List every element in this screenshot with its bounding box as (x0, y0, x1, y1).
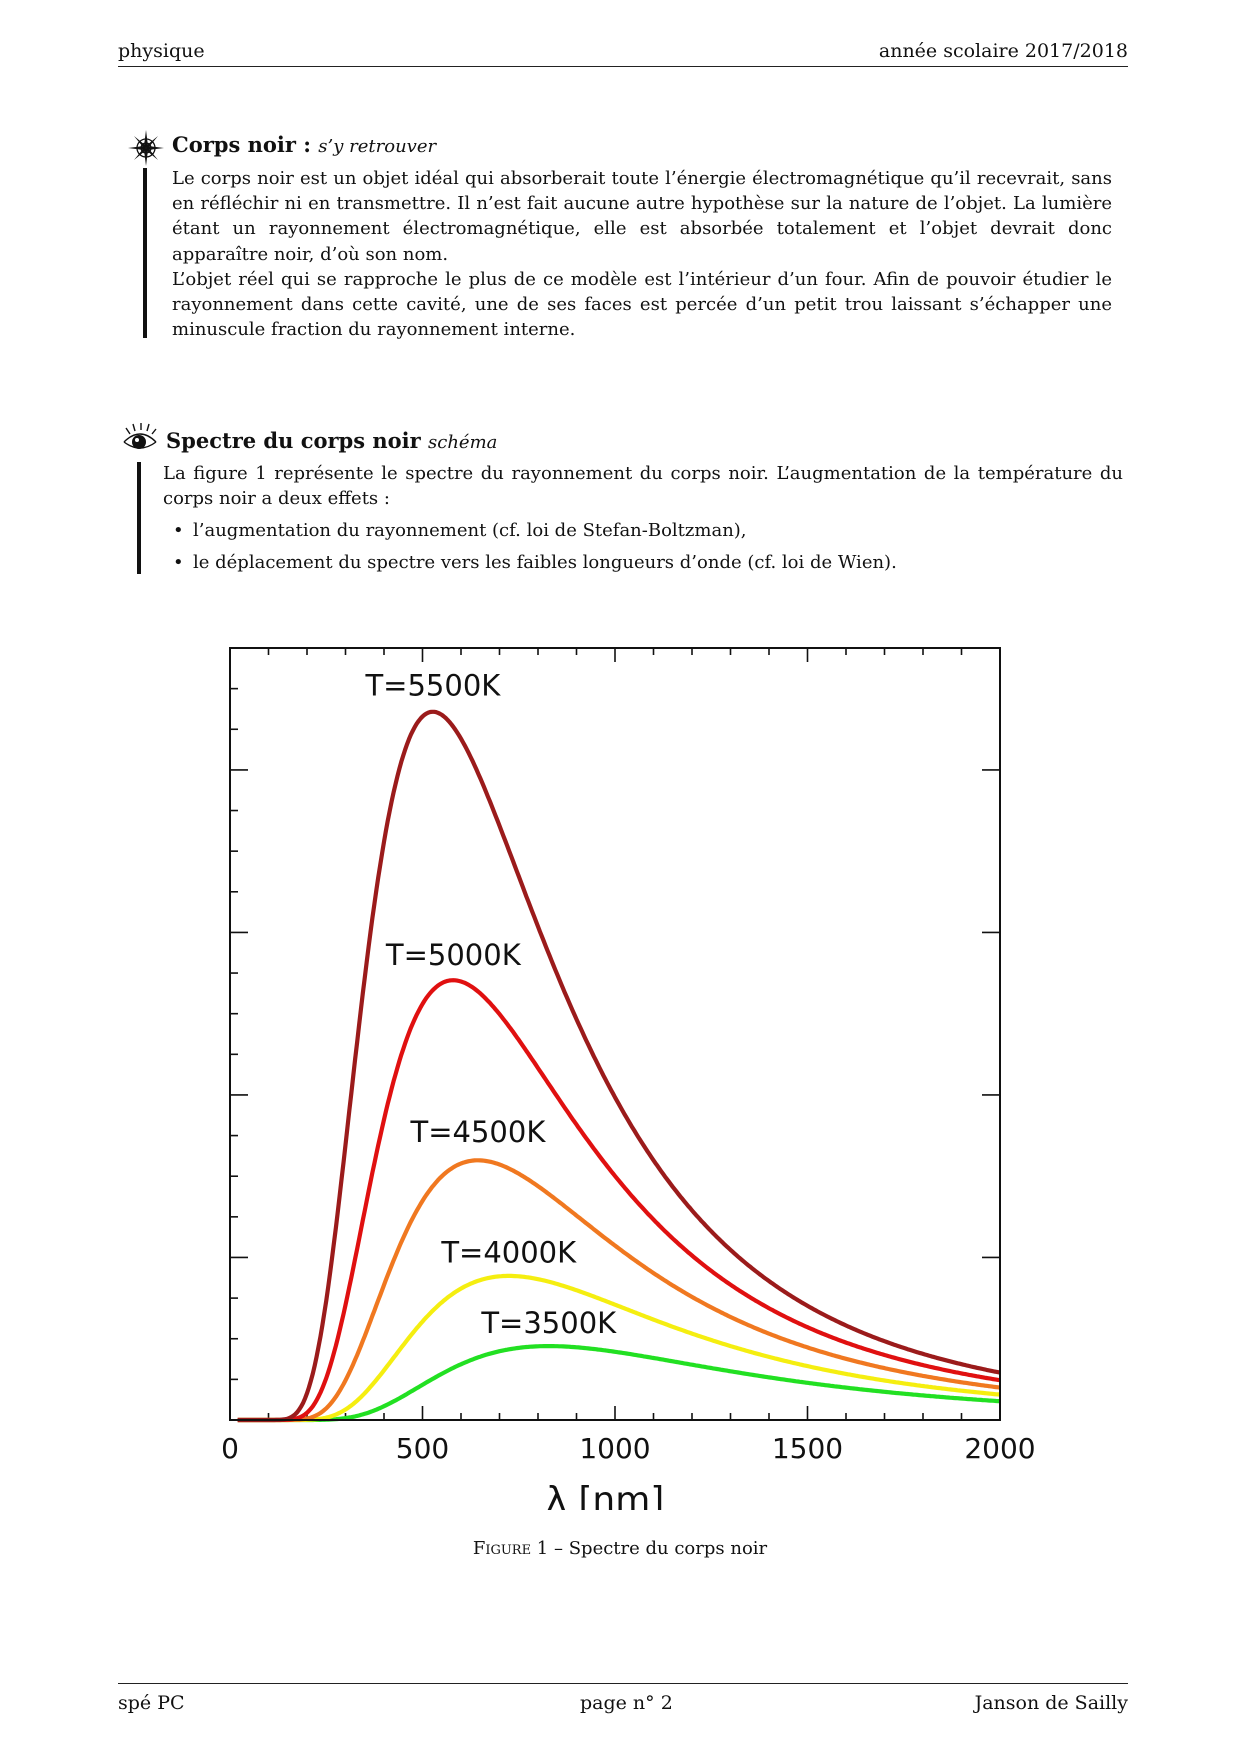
list-item: • le déplacement du spectre vers les faibles longueurs d’onde (cf. loi de Wien). (163, 547, 1123, 579)
page-footer (118, 1683, 1128, 1714)
paragraph: L’objet réel qui se rapproche le plus de ce modèle est l’intérieur d’un four. Afin de pouvoir étudier le rayonnement dans cette cavité, une de ses faces est percée d’un petit trou laissant s’échapper une minuscule fraction du rayonnement interne. (172, 268, 1112, 341)
compass-rose-icon (126, 128, 166, 168)
series-label-5000k: T=5000K (385, 937, 521, 972)
footer-class: spé PC (118, 1692, 185, 1714)
section-body (163, 461, 1123, 579)
series-label-3500k: T=3500K (481, 1306, 617, 1341)
blackbody-chart (200, 630, 1050, 1510)
series-lines (238, 712, 1000, 1420)
section-rule (137, 462, 141, 574)
paragraph: La figure 1 représente le spectre du rayonnement du corps noir. L’augmentation de la température du corps noir a deux effets : (163, 463, 1123, 510)
section-body (172, 166, 1112, 342)
x-tick-label: 1500 (771, 1432, 844, 1465)
series-label-4500k: T=4500K (410, 1114, 546, 1149)
caption-label: Figure 1 (472, 1538, 549, 1559)
x-axis-label: λ [nm] (545, 1480, 665, 1510)
x-tick-label: 1000 (579, 1432, 651, 1465)
paragraph: Le corps noir est un objet idéal qui absorberait toute l’énergie électromagnétique qu’il recevrait, sans en réfléchir ni en transmettre. Il n’est fait aucune autre hypothèse sur la nature de l’objet. La lumière étant un rayonnement électromagnétique, elle est absorbée totalement et l’objet devrait donc apparaître noir, d’où son nom. (172, 168, 1112, 265)
caption-text: Spectre du corps noir (568, 1538, 768, 1559)
x-tick-label: 0 (221, 1432, 239, 1465)
x-tick-label: 500 (395, 1432, 450, 1465)
section-subtitle: schéma (428, 432, 498, 453)
section-title-text: Spectre du corps noir (166, 428, 421, 453)
page-header (118, 40, 1128, 67)
series-label-5500k: T=5500K (365, 668, 501, 703)
bullet-list (163, 515, 1123, 579)
footer-page-number: page n° 2 (580, 1692, 673, 1714)
section-rule (143, 168, 147, 338)
section-subtitle: s’y retrouver (318, 136, 437, 157)
list-item: • l’augmentation du rayonnement (cf. loi de Stefan-Boltzman), (163, 515, 1123, 547)
section-title (166, 428, 497, 453)
figure-blackbody-spectrum (200, 630, 1050, 1510)
header-subject: physique (118, 40, 205, 62)
figure-caption (0, 1538, 1240, 1559)
x-tick-label: 2000 (964, 1432, 1036, 1465)
footer-school: Janson de Sailly (974, 1692, 1128, 1714)
x-tick-labels (221, 1432, 1036, 1465)
series-line-4000k (238, 1276, 1000, 1420)
series-line-5500k (238, 712, 1000, 1420)
header-school-year: année scolaire 2017/2018 (878, 40, 1128, 62)
eye-icon (120, 420, 160, 460)
section-title-text: Corps noir : (172, 132, 311, 157)
section-title (172, 132, 436, 157)
caption-separator: – (548, 1538, 569, 1559)
series-label-4000k: T=4000K (441, 1235, 577, 1270)
